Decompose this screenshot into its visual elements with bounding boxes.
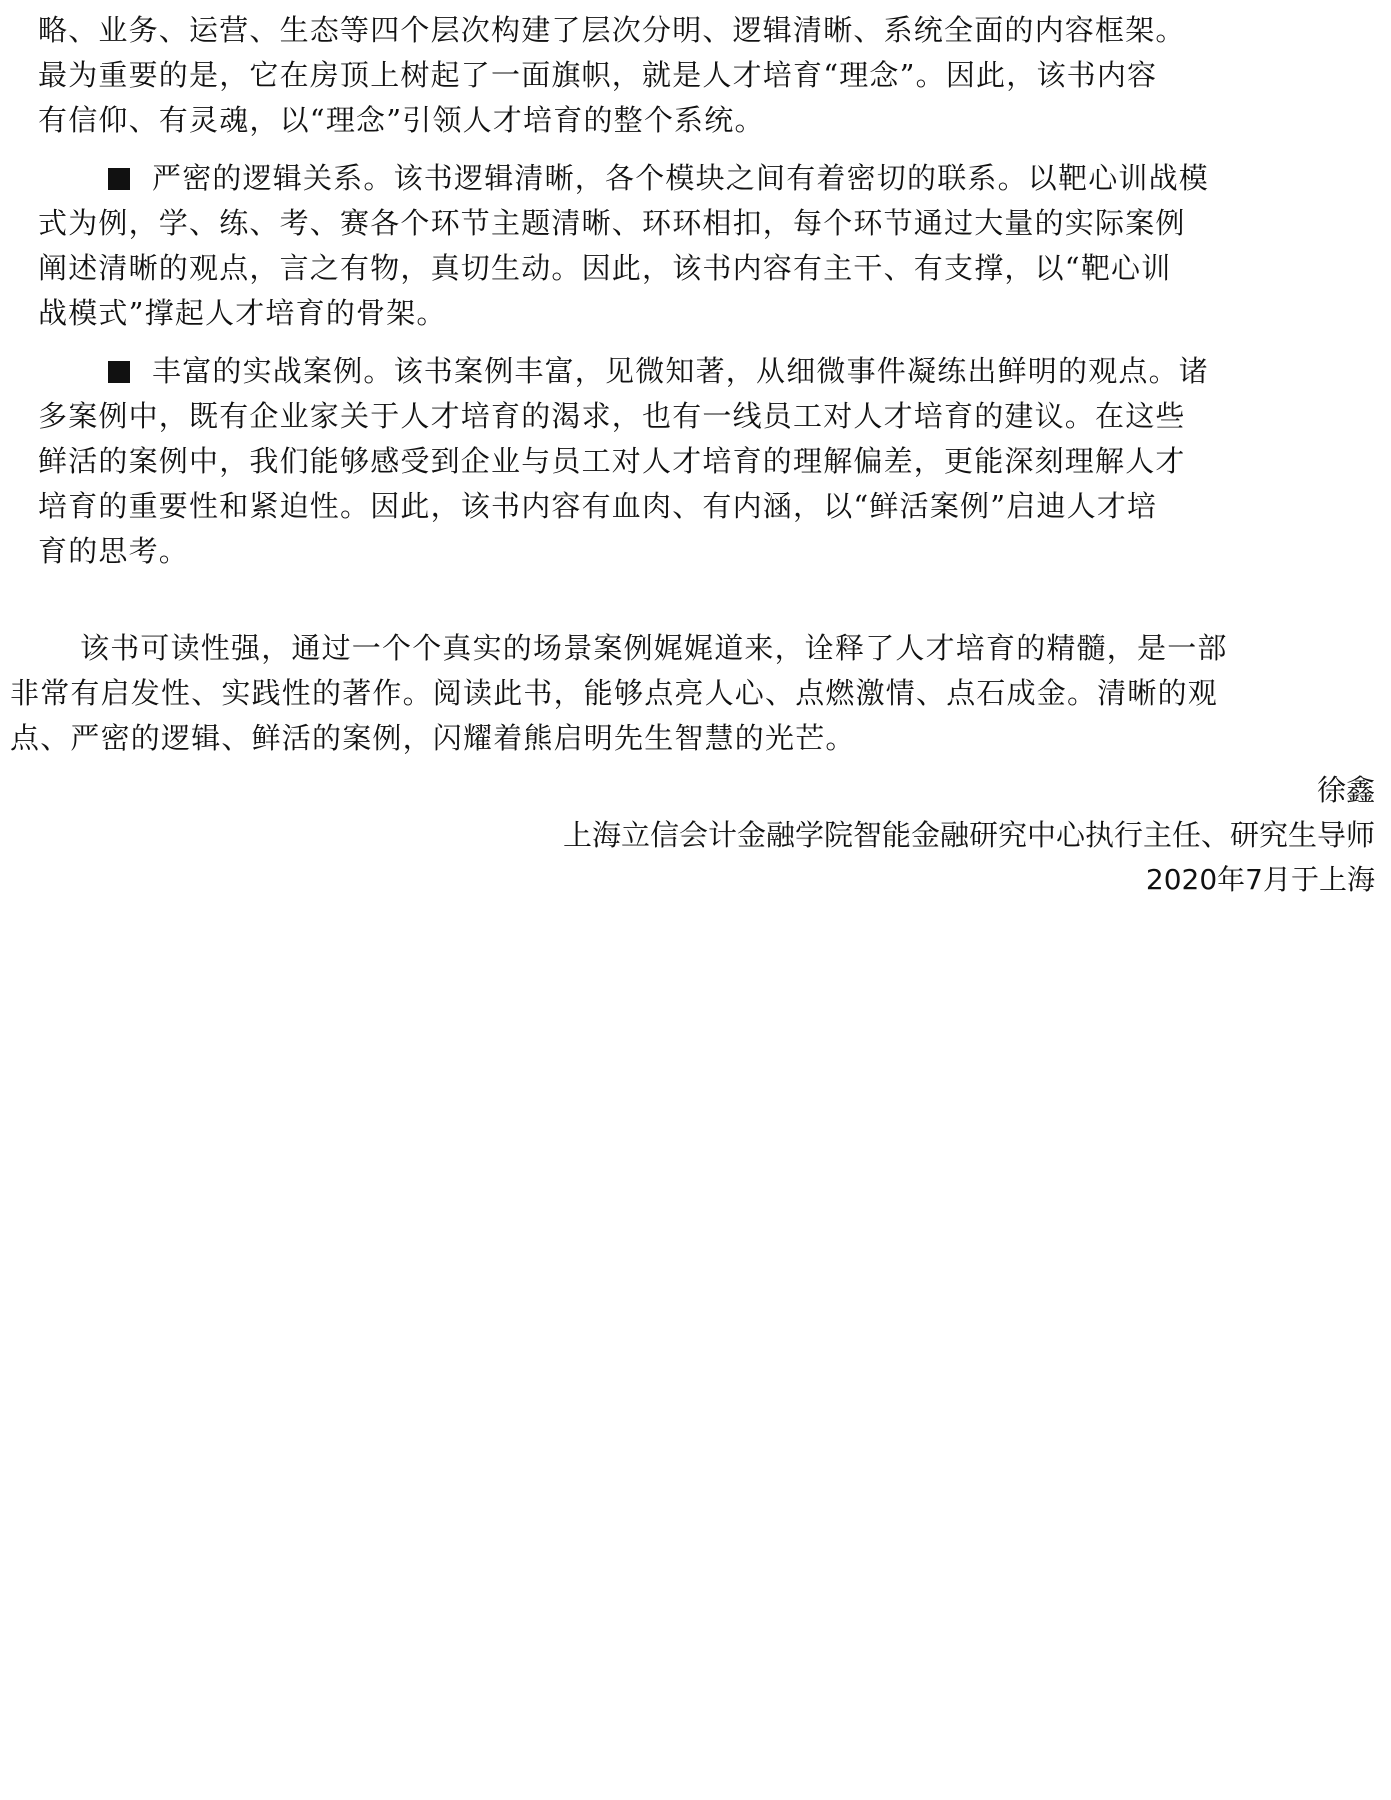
intro-line-3: 有信仰、有灵魂，以“理念”引领人才培育的整个系统。 (38, 103, 765, 137)
bullet-2-line-5: 育的思考。 (38, 534, 190, 568)
closing-line-2: 非常有启发性、实践性的著作。阅读此书，能够点亮人心、点燃激情、点石成金。清晰的观 (10, 676, 1219, 710)
square-bullet-icon (108, 361, 130, 383)
signature-date: 2020年7月于上海 (1145, 863, 1375, 896)
bullet-1-line-2: 式为例，学、练、考、赛各个环节主题清晰、环环相扣，每个环节通过大量的实际案例 (38, 206, 1186, 240)
bullet-2-line-3: 鲜活的案例中，我们能够感受到企业与员工对人才培育的理解偏差，更能深刻理解人才 (38, 444, 1186, 478)
bullet-2-line-2: 多案例中，既有企业家关于人才培育的渴求，也有一线员工对人才培育的建议。在这些 (38, 399, 1186, 433)
intro-line-2: 最为重要的是，它在房顶上树起了一面旗帜，就是人才培育“理念”。因此，该书内容 (38, 58, 1158, 92)
intro-line-1: 略、业务、运营、生态等四个层次构建了层次分明、逻辑清晰、系统全面的内容框架。 (38, 13, 1186, 47)
bullet-2-line-1: 丰富的实战案例。该书案例丰富，见微知著，从细微事件凝练出鲜明的观点。诸 (152, 354, 1210, 388)
bullet-2-first-line (108, 351, 1209, 391)
closing-line-3: 点、严密的逻辑、鲜活的案例，闪耀着熊启明先生智慧的光芒。 (10, 721, 856, 755)
closing-line-1: 该书可读性强，通过一个个真实的场景案例娓娓道来，诠释了人才培育的精髓，是一部 (80, 631, 1228, 665)
bullet-2-line-4: 培育的重要性和紧迫性。因此，该书内容有血肉、有内涵，以“鲜活案例”启迪人才培 (38, 489, 1158, 523)
square-bullet-icon (108, 168, 130, 190)
bullet-1-line-3: 阐述清晰的观点，言之有物，真切生动。因此，该书内容有主干、有支撑，以“靶心训 (38, 251, 1172, 285)
bullet-1-line-1: 严密的逻辑关系。该书逻辑清晰，各个模块之间有着密切的联系。以靶心训战模 (152, 161, 1210, 195)
signature-name: 徐鑫 (1316, 773, 1375, 807)
signature-title: 上海立信会计金融学院智能金融研究中心执行主任、研究生导师 (562, 818, 1375, 852)
bullet-1-line-4: 战模式”撑起人才培育的骨架。 (38, 296, 447, 330)
bullet-1-first-line (108, 158, 1209, 198)
